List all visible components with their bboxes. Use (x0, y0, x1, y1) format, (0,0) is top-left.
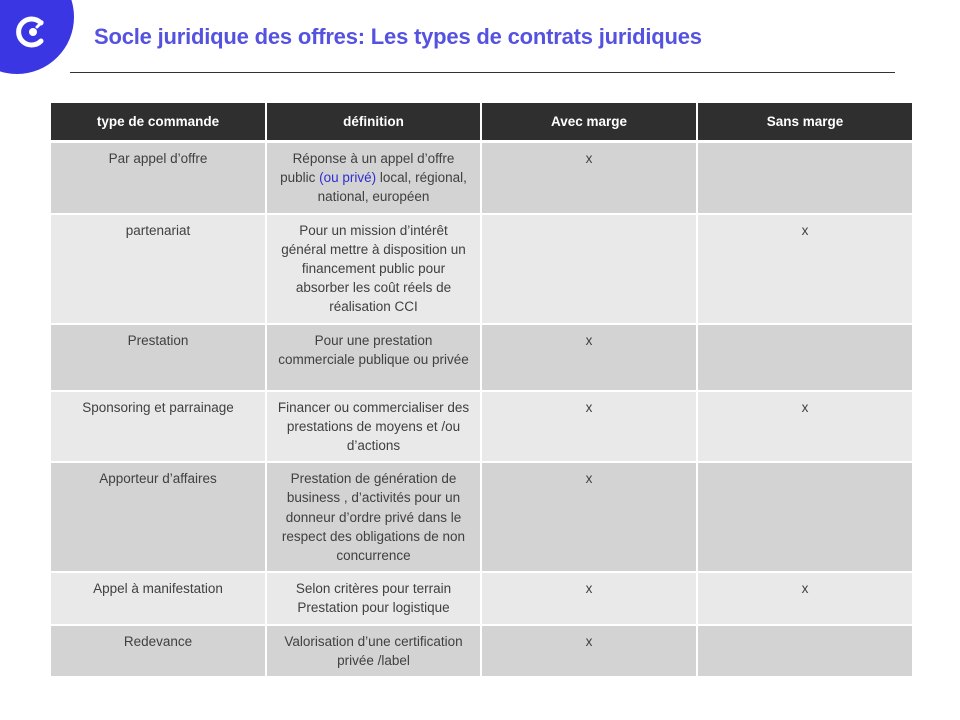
page-title: Socle juridique des offres: Les types de contrats juridiques (94, 24, 702, 49)
cell-definition: Réponse à un appel d’offre public (ou privé) local, régional, national, européen (266, 142, 481, 214)
highlight-text: (ou privé) (319, 170, 377, 186)
cell-sans-marge (697, 324, 912, 391)
table-row (51, 625, 912, 676)
cell-avec-marge: x (481, 142, 697, 214)
cell-definition: Prestation de génération de business , d’activités pour un donneur d’ordre privé dans le respect des obligations de non concurrence (266, 462, 481, 572)
cell-definition: Pour une prestation commerciale publique ou privée (266, 324, 481, 391)
table-row (51, 324, 912, 391)
cell-definition: Selon critères pour terrain Prestation pour logistique (266, 572, 481, 624)
header-sans-marge: Sans marge (697, 103, 912, 142)
table-row (51, 572, 912, 624)
cell-type: Par appel d’offre (51, 142, 266, 214)
cell-type: Apporteur d’affaires (51, 462, 266, 572)
header-type: type de commande (51, 103, 266, 142)
header-avec-marge: Avec marge (481, 103, 697, 142)
cell-type: Redevance (51, 625, 266, 676)
cell-sans-marge (697, 462, 912, 572)
cell-avec-marge: x (481, 572, 697, 624)
table-row (51, 142, 912, 214)
cell-type: Prestation (51, 324, 266, 391)
cell-type: Sponsoring et parrainage (51, 391, 266, 463)
cell-type: partenariat (51, 214, 266, 324)
cell-definition: Pour un mission d’intérêt général mettre à disposition un financement public pour absorber les coût réels de réalisation CCI (266, 214, 481, 324)
table-header-row (51, 103, 912, 142)
cell-avec-marge: x (481, 391, 697, 463)
cell-sans-marge: x (697, 214, 912, 324)
cell-definition: Valorisation d’une certification privée /label (266, 625, 481, 676)
cell-sans-marge (697, 142, 912, 214)
cell-avec-marge: x (481, 324, 697, 391)
cell-sans-marge (697, 625, 912, 676)
title-divider (70, 72, 895, 73)
cell-sans-marge: x (697, 572, 912, 624)
cell-sans-marge: x (697, 391, 912, 463)
cell-avec-marge: x (481, 625, 697, 676)
contracts-table (51, 103, 912, 676)
table-row (51, 214, 912, 324)
table-row (51, 462, 912, 572)
table-row (51, 391, 912, 463)
cell-avec-marge (481, 214, 697, 324)
cell-type: Appel à manifestation (51, 572, 266, 624)
brand-logo (0, 0, 74, 74)
cell-avec-marge: x (481, 462, 697, 572)
cell-definition: Financer ou commercialiser des prestations de moyens et /ou d’actions (266, 391, 481, 463)
header-definition: définition (266, 103, 481, 142)
logo-mark-icon (15, 16, 47, 48)
